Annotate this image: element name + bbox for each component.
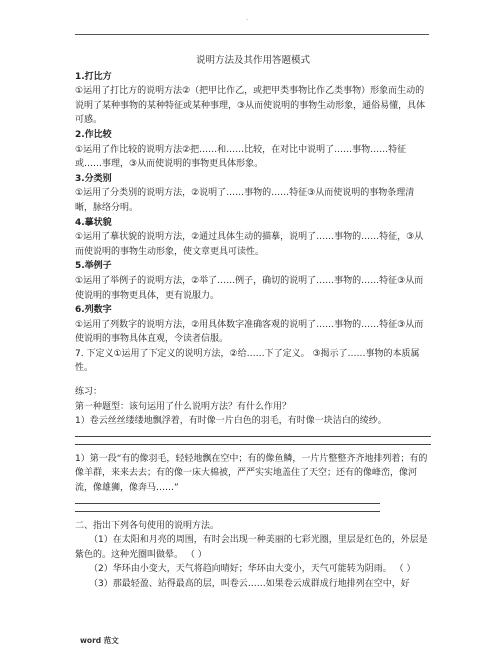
header-mark: . [246,14,249,22]
section-title-3: 3.分类别 [75,173,112,184]
section-7: 7. 下定义①运用了下定义的说明方法，②给……下了定义。 ③揭示了……事物的本质属性。 [75,348,420,374]
question-1: 1）卷云丝丝缕缕地飘浮着，有时像一片白色的羽毛，有时像一块洁白的绫纱。 [75,416,387,427]
section-title-1: 1.打比方 [75,71,112,82]
answer-line-1[interactable] [75,436,431,437]
question-type-1: 第一种题型：该句运用了什么说明方法？有什么作用？ [75,401,292,412]
section-title-2: 2.作比较 [75,129,112,140]
exercise-heading: 练习： [75,387,103,398]
part-two-item-2: （2）华环由小变大，天气将趋向晴好；华环由大变小，天气可能转为阴雨。 （ ） [89,564,416,575]
section-body-1: ①运用了打比方的说明方法②（把甲比作乙，或把甲类事物比作乙类事物）形象而生动的说明了某种事物的某种特征或某种事理，③从而使说明的事物生动形象，通俗易懂，具体可感。 [75,86,426,126]
section-body-2: ①运用了作比较的说明方法②把……和……比较，在对比中说明了……事物……特征或……事理，③从而使说明的事物更具体形象。 [75,144,407,170]
document-title: 说明方法及其作用答题模式 [195,55,310,66]
part-two-heading: 二、指出下列各句使用的说明方法。 [75,520,220,531]
answer-line-4[interactable] [75,511,380,512]
document-body [75,54,431,592]
header-rule [75,34,429,35]
footer-label: word 范文 [80,636,119,645]
section-body-6: ①运用了列数字的说明方法，②用具体数字准确客观的说明了……事物的……特征③从而使说明的事物具体直观，令读者信服。 [75,319,424,345]
section-title-4: 4.摹状貌 [75,217,112,228]
section-body-3: ①运用了分类别的说明方法，②说明了……事物的……特征③从而使说明的事物条理清晰，脉络分明。 [75,188,415,213]
part-two-item-1: （1）在太阳和月亮的周围，有时会出现一种美丽的七彩光圈，里层是红色的，外层是紫色的。这种光圈叫做晕。 （ ） [75,535,428,560]
section-title-6: 6.列数字 [75,305,112,316]
section-title-5: 5.举例子 [75,261,112,272]
part-two-item-3: （3）那最轻盈、站得最高的层，叫卷云……如果卷云成群成行地排列在空中，好 [89,579,410,589]
question-2: 1）第一段“有的像羽毛，轻轻地飘在空中；有的像鱼鳞，一片片整整齐齐地排列着；有的像羊群，来来去去；有的像一床大棉被，严严实实地盖住了天空；还有的像峰峦，像河流，像雄狮，像奔马……” [75,453,428,494]
answer-line-2[interactable] [75,444,431,445]
answer-line-3[interactable] [75,503,380,504]
section-body-4: ①运用了摹状貌的说明方法，②通过具体生动的描摹，说明了……事物的……特征，③从而使说明的事物生动形象，使文章更具可读性。 [75,232,424,257]
section-body-5: ①运用了举例子的说明方法，②举了……例子，确切的说明了……事物的……特征③从而使说明的事物更具体，更有说服力。 [75,275,424,301]
